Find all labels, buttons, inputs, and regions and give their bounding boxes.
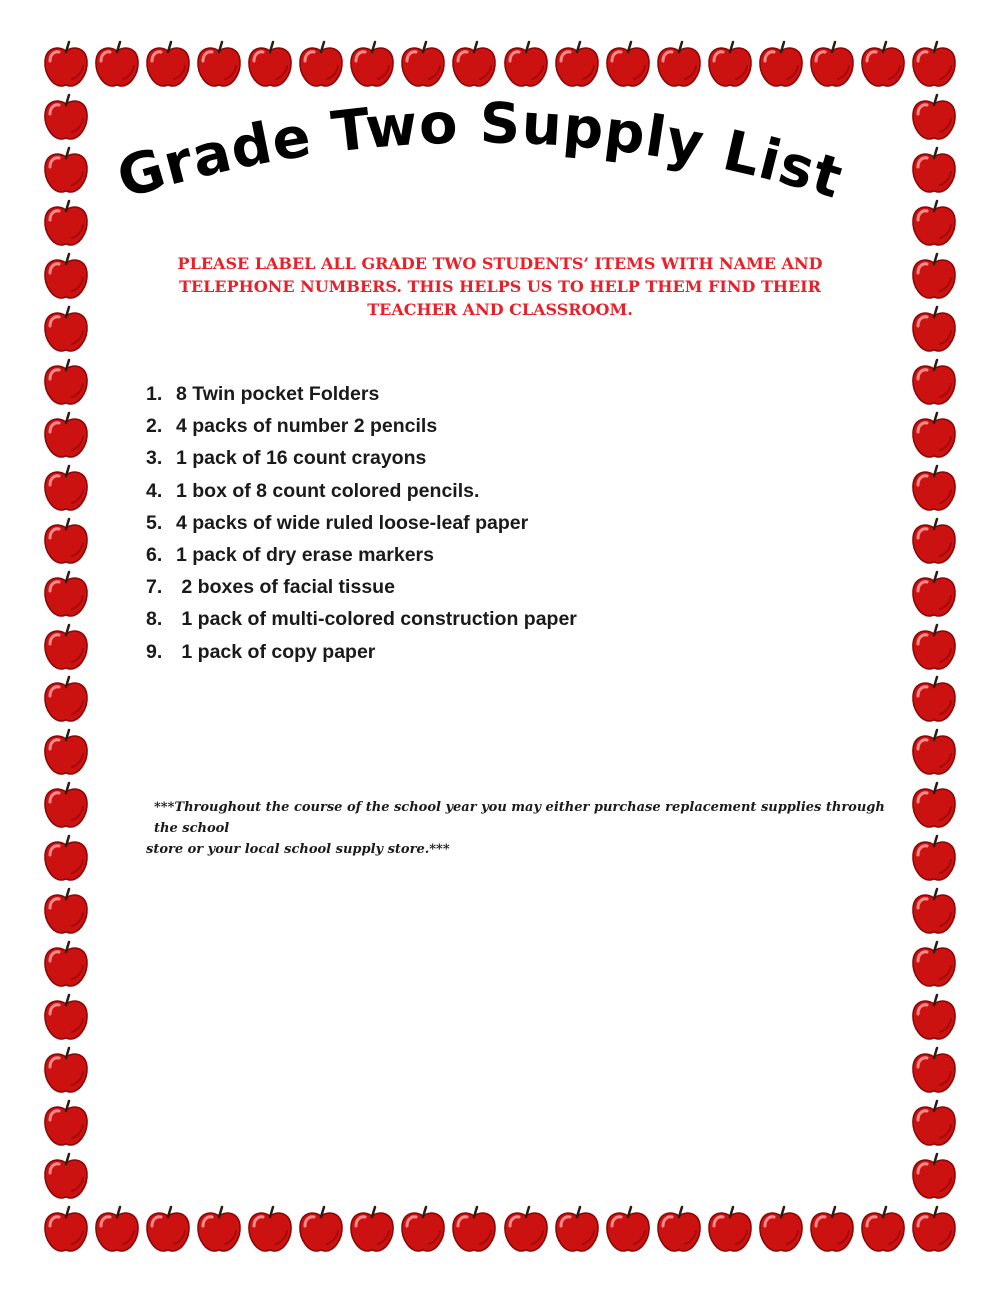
apple-icon xyxy=(704,1204,756,1256)
apple-icon xyxy=(40,622,92,674)
apple-icon xyxy=(244,1204,296,1256)
apple-icon xyxy=(551,1204,603,1256)
item-number: 8. xyxy=(146,608,163,631)
footnote-line: store or your local school supply store.*** xyxy=(146,842,450,857)
item-text: 8 Twin pocket Folders xyxy=(176,383,380,405)
apple-icon xyxy=(40,410,92,462)
list-item xyxy=(146,539,577,571)
apple-icon xyxy=(91,1204,143,1256)
apple-icon xyxy=(91,39,143,91)
apple-icon xyxy=(448,1204,500,1256)
apple-icon xyxy=(653,1204,705,1256)
apple-icon xyxy=(40,145,92,197)
list-item xyxy=(146,507,577,539)
apple-icon xyxy=(40,198,92,250)
item-number: 5. xyxy=(146,511,163,534)
apple-icon xyxy=(193,39,245,91)
apple-icon xyxy=(908,886,960,938)
apple-icon xyxy=(908,251,960,303)
apple-icon xyxy=(908,357,960,409)
notice-line: PLEASE LABEL ALL GRADE TWO STUDENTS’ ITEMS WITH NAME AND xyxy=(177,254,823,273)
apple-icon xyxy=(500,1204,552,1256)
apple-icon xyxy=(908,410,960,462)
apple-icon xyxy=(908,1151,960,1203)
apple-icon xyxy=(142,1204,194,1256)
item-number: 7. xyxy=(146,576,163,599)
apple-icon xyxy=(40,780,92,832)
apple-icon xyxy=(704,39,756,91)
item-text: 1 pack of copy paper xyxy=(176,640,376,663)
apple-icon xyxy=(908,463,960,515)
list-item xyxy=(146,636,577,668)
apple-icon xyxy=(40,939,92,991)
apple-icon xyxy=(908,939,960,991)
apple-icon xyxy=(295,1204,347,1256)
apple-icon xyxy=(857,1204,909,1256)
apple-icon xyxy=(806,1204,858,1256)
apple-icon xyxy=(40,92,92,144)
apple-icon xyxy=(806,39,858,91)
apple-icon xyxy=(755,39,807,91)
list-item xyxy=(146,442,577,474)
item-number: 2. xyxy=(146,415,163,438)
apple-icon xyxy=(397,39,449,91)
item-number: 9. xyxy=(146,640,163,663)
apple-icon xyxy=(40,1204,92,1256)
apple-icon xyxy=(908,516,960,568)
apple-icon xyxy=(500,39,552,91)
footnote-line: ***Throughout the course of the school year you may either purchase replacement supplies through the school xyxy=(154,800,885,836)
apple-icon xyxy=(346,39,398,91)
supply-list xyxy=(146,378,577,668)
notice-line: TELEPHONE NUMBERS. THIS HELPS US TO HELP THEM FIND THEIR xyxy=(179,277,821,296)
apple-icon xyxy=(40,727,92,779)
apple-icon xyxy=(40,1045,92,1097)
apple-icon xyxy=(40,357,92,409)
apple-icon xyxy=(397,1204,449,1256)
apple-icon xyxy=(908,1204,960,1256)
apple-icon xyxy=(908,622,960,674)
apple-icon xyxy=(40,569,92,621)
apple-icon xyxy=(40,992,92,1044)
apple-icon xyxy=(908,145,960,197)
apple-icon xyxy=(40,833,92,885)
item-text: 1 pack of 16 count crayons xyxy=(176,447,427,470)
apple-icon xyxy=(908,674,960,726)
apple-icon xyxy=(908,92,960,144)
apple-icon xyxy=(295,39,347,91)
apple-icon xyxy=(40,304,92,356)
apple-icon xyxy=(908,1098,960,1150)
item-text: 1 pack of multi-colored construction paper xyxy=(176,608,577,631)
page-title xyxy=(110,95,850,215)
apple-icon xyxy=(40,886,92,938)
list-item xyxy=(146,410,577,442)
item-number: 3. xyxy=(146,447,163,470)
apple-icon xyxy=(908,198,960,250)
apple-icon xyxy=(602,39,654,91)
apple-icon xyxy=(244,39,296,91)
item-number: 1. xyxy=(146,383,163,405)
label-notice xyxy=(140,252,860,321)
apple-icon xyxy=(193,1204,245,1256)
list-item xyxy=(146,378,577,410)
apple-icon xyxy=(40,674,92,726)
item-text: 1 pack of dry erase markers xyxy=(176,543,434,566)
footnote xyxy=(146,797,891,860)
apple-icon xyxy=(908,39,960,91)
apple-icon xyxy=(908,569,960,621)
list-item xyxy=(146,603,577,635)
apple-icon xyxy=(40,463,92,515)
item-number: 4. xyxy=(146,479,163,502)
svg-text:Grade Two Supply List xyxy=(110,95,850,212)
apple-icon xyxy=(857,39,909,91)
item-text: 1 box of 8 count colored pencils. xyxy=(176,479,480,502)
apple-icon xyxy=(40,516,92,568)
item-text: 4 packs of wide ruled loose-leaf paper xyxy=(176,511,529,534)
apple-icon xyxy=(40,39,92,91)
apple-icon xyxy=(40,1151,92,1203)
apple-icon xyxy=(908,780,960,832)
notice-line: TEACHER AND CLASSROOM. xyxy=(367,300,633,319)
item-number: 6. xyxy=(146,543,163,566)
apple-icon xyxy=(908,304,960,356)
apple-icon xyxy=(755,1204,807,1256)
list-item xyxy=(146,571,577,603)
apple-icon xyxy=(40,251,92,303)
apple-icon xyxy=(653,39,705,91)
apple-icon xyxy=(448,39,500,91)
apple-icon xyxy=(142,39,194,91)
page-title-text: Grade Two Supply List xyxy=(110,95,850,212)
list-item xyxy=(146,475,577,507)
apple-icon xyxy=(908,992,960,1044)
item-text: 2 boxes of facial tissue xyxy=(176,576,395,599)
item-text: 4 packs of number 2 pencils xyxy=(176,415,438,438)
apple-icon xyxy=(908,1045,960,1097)
apple-icon xyxy=(908,833,960,885)
apple-icon xyxy=(40,1098,92,1150)
apple-icon xyxy=(551,39,603,91)
apple-icon xyxy=(602,1204,654,1256)
apple-icon xyxy=(346,1204,398,1256)
apple-icon xyxy=(908,727,960,779)
